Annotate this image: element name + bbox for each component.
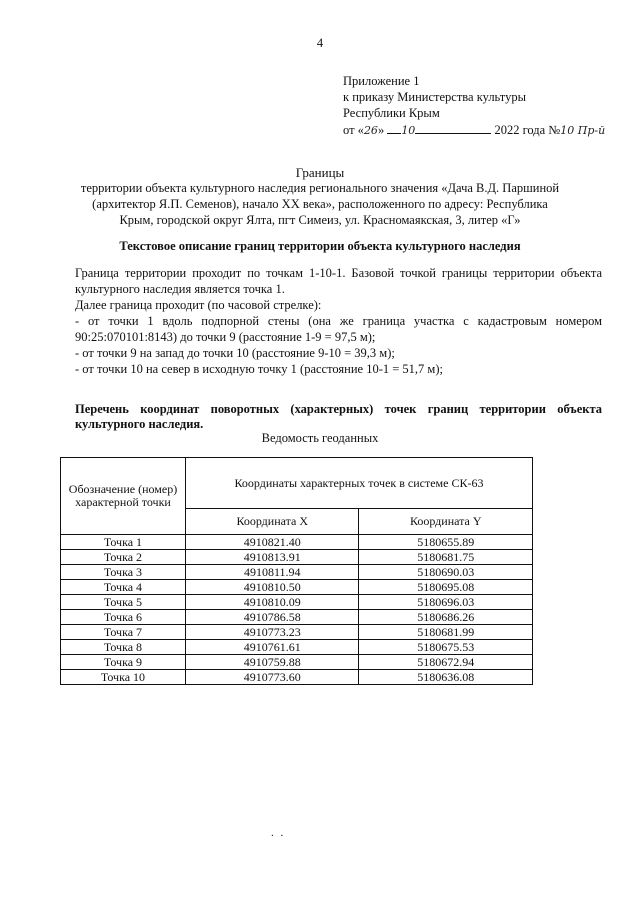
date-year: 2022 года №	[494, 123, 561, 137]
appendix-line-3: Республики Крым	[343, 106, 440, 120]
table-row	[61, 595, 533, 610]
date-blank-long	[415, 121, 491, 134]
coordinate-y: 5180686.26	[359, 610, 533, 625]
coordinate-y: 5180655.89	[359, 535, 533, 550]
point-name: Точка 5	[61, 595, 186, 610]
coordinate-y: 5180672.94	[359, 655, 533, 670]
table-row	[61, 565, 533, 580]
handwritten-day: 26	[363, 124, 378, 137]
header-coordinate-x: Координата X	[186, 509, 359, 535]
coordinate-x: 4910810.09	[186, 595, 359, 610]
table-row	[61, 535, 533, 550]
header-coordinate-y: Координата Y	[359, 509, 533, 535]
coordinate-x: 4910773.60	[186, 670, 359, 685]
appendix-block	[343, 73, 613, 139]
document-subtitle: территории объекта культурного наследия регионального значения «Дача В.Д. Паршиной (архитектор Я.П. Семенов), начало XX века», расположенного по адресу: Республика Крым, городской округ Ялта, пгт Симеиз, ул. Красномаякская, 3, литер «Г»	[80, 181, 560, 227]
point-name: Точка 10	[61, 670, 186, 685]
table-row	[61, 655, 533, 670]
coordinate-y: 5180695.08	[359, 580, 533, 595]
coordinate-y: 5180675.53	[359, 640, 533, 655]
paragraph-2: Далее граница проходит (по часовой стрелке):	[75, 298, 322, 312]
appendix-date-line	[343, 121, 613, 139]
table-row	[61, 580, 533, 595]
date-prefix: от «	[343, 123, 364, 137]
coordinate-y: 5180681.75	[359, 550, 533, 565]
point-name: Точка 8	[61, 640, 186, 655]
footer-mark: . .	[271, 827, 286, 839]
coordinate-x: 4910773.23	[186, 625, 359, 640]
coordinate-x: 4910759.88	[186, 655, 359, 670]
table-row	[61, 670, 533, 685]
section-heading: Текстовое описание границ территории объекта культурного наследия	[119, 239, 521, 253]
appendix-line-2: к приказу Министерства культуры	[343, 90, 526, 104]
handwritten-number: 10 Пр-й	[560, 124, 606, 137]
table-row	[61, 640, 533, 655]
paragraph-5: - от точки 10 на север в исходную точку 1 (расстояние 10-1 = 51,7 м);	[75, 362, 443, 376]
point-name: Точка 6	[61, 610, 186, 625]
paragraph-3: - от точки 1 вдоль подпорной стены (она же граница участка с кадастровым номером 90:25:070101:8143) до точки 9 (расстояние 1-9 = 97,5 м);	[75, 314, 602, 344]
date-blank-short	[387, 121, 401, 134]
paragraph-1: Граница территории проходит по точкам 1-10-1. Базовой точкой границы территории объекта культурного наследия является точка 1.	[75, 266, 602, 296]
point-name: Точка 7	[61, 625, 186, 640]
boundary-description	[75, 265, 602, 377]
coordinate-y: 5180636.08	[359, 670, 533, 685]
coordinate-x: 4910813.91	[186, 550, 359, 565]
coordinate-x: 4910811.94	[186, 565, 359, 580]
document-title: Границы	[295, 165, 345, 180]
table-caption: Ведомость геоданных	[261, 431, 379, 445]
coordinate-x: 4910821.40	[186, 535, 359, 550]
handwritten-month: 10	[401, 124, 416, 137]
coordinate-y: 5180681.99	[359, 625, 533, 640]
header-point-name: Обозначение (номер) характерной точки	[61, 458, 186, 535]
coordinate-y: 5180696.03	[359, 595, 533, 610]
table-row	[61, 625, 533, 640]
table-row	[61, 610, 533, 625]
point-name: Точка 1	[61, 535, 186, 550]
paragraph-4: - от точки 9 на запад до точки 10 (расстояние 9-10 = 39,3 м);	[75, 346, 395, 360]
appendix-line-1: Приложение 1	[343, 74, 420, 88]
geodata-table	[60, 457, 533, 685]
point-name: Точка 3	[61, 565, 186, 580]
point-name: Точка 2	[61, 550, 186, 565]
point-name: Точка 4	[61, 580, 186, 595]
coordinate-x: 4910761.61	[186, 640, 359, 655]
point-name: Точка 9	[61, 655, 186, 670]
coordinate-x: 4910810.50	[186, 580, 359, 595]
page-number: 4	[316, 36, 324, 50]
coordinate-x: 4910786.58	[186, 610, 359, 625]
coordinate-y: 5180690.03	[359, 565, 533, 580]
table-row	[61, 550, 533, 565]
date-mid: »	[377, 123, 385, 137]
header-coordinates-group: Координаты характерных точек в системе СК-63	[186, 458, 533, 509]
table-heading: Перечень координат поворотных (характерных) точек границ территории объекта культурного наследия.	[75, 402, 602, 431]
